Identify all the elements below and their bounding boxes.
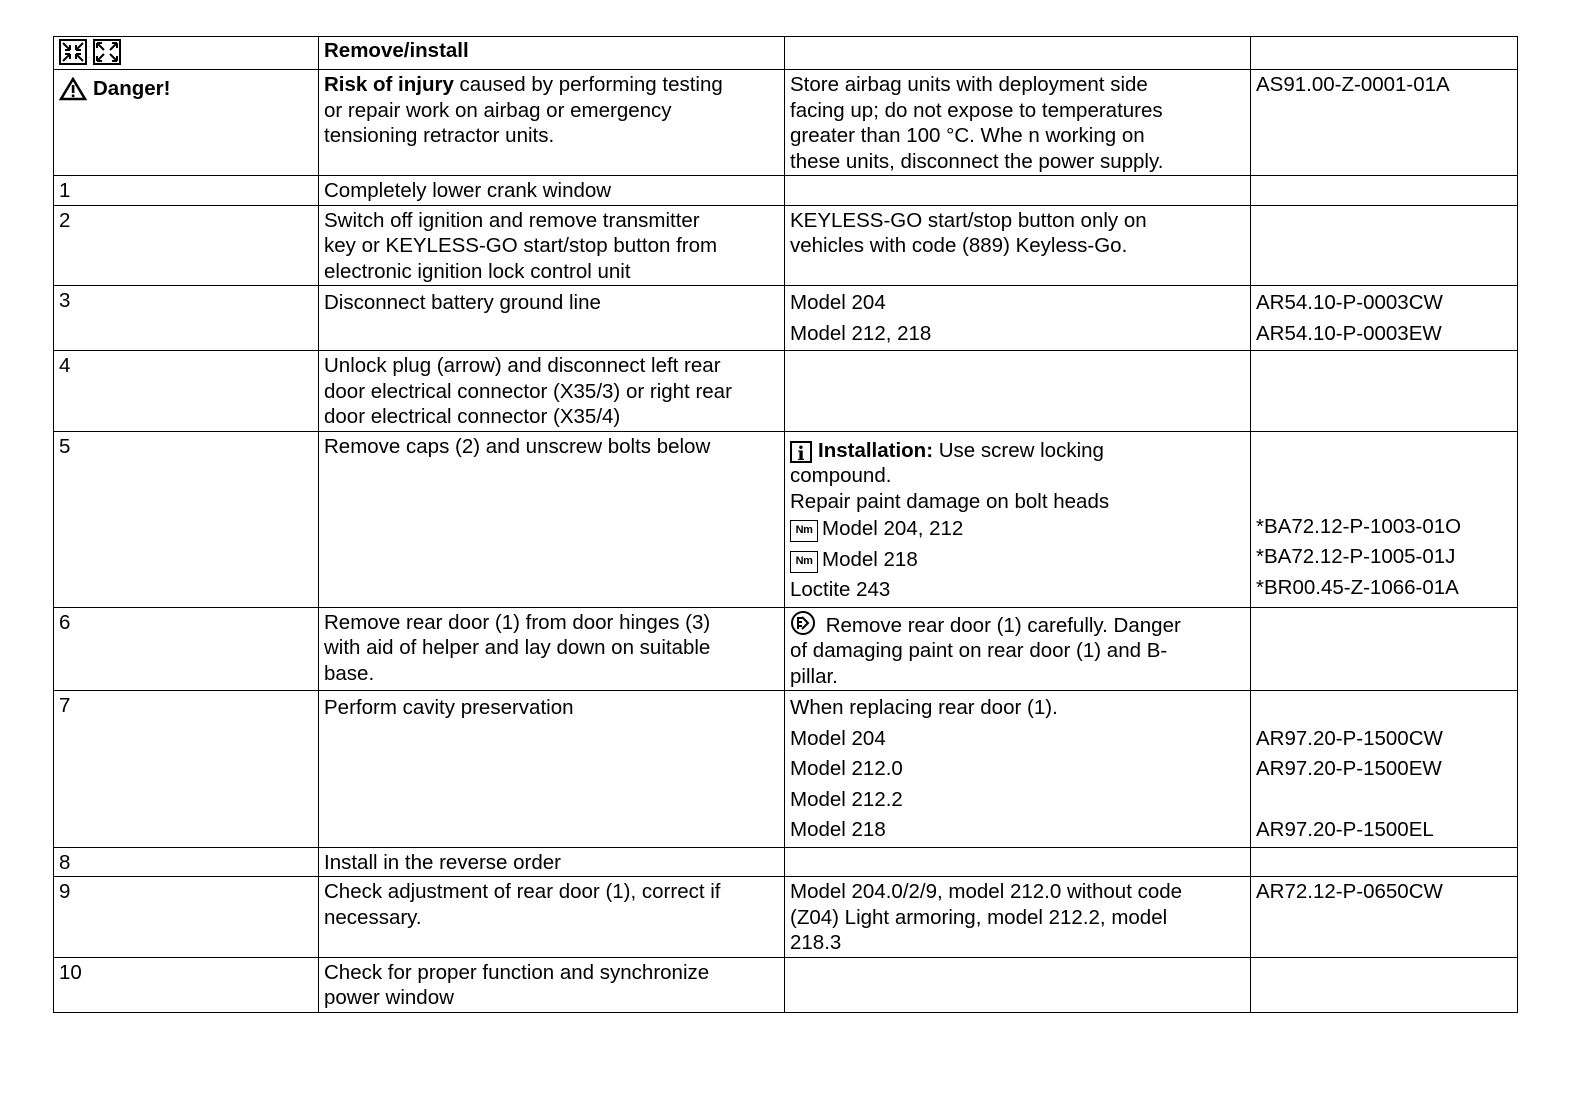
caution-hand-icon xyxy=(790,610,816,636)
step-ref xyxy=(1251,877,1518,958)
risk-line: tensioning retractor units. xyxy=(324,124,555,147)
ref-line: AR97.20-P-1500EL xyxy=(1256,818,1434,841)
action-line: necessary. xyxy=(324,905,422,929)
step-number: 9 xyxy=(54,877,319,958)
danger-note-line: these units, disconnect the power supply. xyxy=(790,149,1164,173)
info-line: compound. xyxy=(790,464,892,487)
action-line: Unlock plug (arrow) and disconnect left rear xyxy=(324,354,721,377)
note-line: of damaging paint on rear door (1) and B- xyxy=(790,639,1168,662)
danger-cell xyxy=(54,70,319,176)
danger-note-line: greater than 100 °C. Whe n working on xyxy=(790,124,1145,147)
ref-line: AR97.20-P-1500CW xyxy=(1256,726,1443,750)
note-line: Model 212.2 xyxy=(790,787,903,811)
install-icon xyxy=(93,39,121,65)
step-note xyxy=(785,351,1251,432)
danger-row xyxy=(54,70,1518,176)
step-ref xyxy=(1251,607,1518,691)
step-row-5 xyxy=(54,431,1518,607)
header-icons-cell xyxy=(54,37,319,70)
step-action xyxy=(319,431,785,607)
step-action xyxy=(319,286,785,351)
note-line: Model 212.0 xyxy=(790,757,903,780)
step-number: 1 xyxy=(54,176,319,206)
ref-line: *BA72.12-P-1005-01J xyxy=(1256,545,1456,568)
action-line: base. xyxy=(324,661,375,685)
danger-note-cell xyxy=(785,70,1251,176)
note-line: 218.3 xyxy=(790,931,842,954)
action-line: door electrical connector (X35/4) xyxy=(324,405,621,428)
torque-line: Model 218 xyxy=(822,547,918,571)
step-row-8 xyxy=(54,847,1518,877)
note-line: Model 212, 218 xyxy=(790,321,932,345)
action-line: key or KEYLESS-GO start/stop button from xyxy=(324,234,718,257)
action-line: Remove caps (2) and unscrew bolts below xyxy=(324,434,711,458)
ref-line: *BA72.12-P-1003-01O xyxy=(1256,514,1462,538)
note-line: Model 218 xyxy=(790,818,886,841)
step-action xyxy=(319,847,785,877)
danger-risk-cell xyxy=(319,70,785,176)
action-line: electronic ignition lock control unit xyxy=(324,259,631,283)
step-number: 4 xyxy=(54,351,319,432)
step-note xyxy=(785,957,1251,1012)
note-line: When replacing rear door (1). xyxy=(790,696,1058,719)
step-note xyxy=(785,176,1251,206)
header-row xyxy=(54,37,1518,70)
remove-icon xyxy=(59,39,87,65)
danger-ref: AS91.00-Z-0001-01A xyxy=(1256,73,1450,96)
step-ref xyxy=(1251,691,1518,848)
info-icon: i xyxy=(790,441,812,463)
step-action xyxy=(319,176,785,206)
risk-line: or repair work on airbag or emergency xyxy=(324,98,672,122)
note-line: Model 204 xyxy=(790,726,886,750)
note-line: vehicles with code (889) Keyless-Go. xyxy=(790,234,1128,257)
ref-line xyxy=(1256,785,1512,816)
note-line: (Z04) Light armoring, model 212.2, model xyxy=(790,905,1168,929)
ref-line: *BR00.45-Z-1066-01A xyxy=(1256,575,1459,599)
step-ref xyxy=(1251,176,1518,206)
warning-triangle-icon xyxy=(59,77,87,101)
info-line: Use screw locking xyxy=(933,438,1104,462)
step-number: 5 xyxy=(54,431,319,607)
step-ref xyxy=(1251,847,1518,877)
step-ref xyxy=(1251,286,1518,351)
step-number: 8 xyxy=(54,847,319,877)
note-line: Remove rear door (1) carefully. Danger xyxy=(820,613,1181,637)
step-row-6 xyxy=(54,607,1518,691)
note-line: pillar. xyxy=(790,664,838,688)
action-line: Check adjustment of rear door (1), correct if xyxy=(324,880,721,903)
torque-nm-icon: Nm xyxy=(790,551,818,573)
step-ref xyxy=(1251,351,1518,432)
step-row-1 xyxy=(54,176,1518,206)
step-note xyxy=(785,286,1251,351)
action-line: power window xyxy=(324,986,454,1009)
step-row-9 xyxy=(54,877,1518,958)
step-note xyxy=(785,607,1251,691)
action-line: Disconnect battery ground line xyxy=(324,291,601,314)
note-line: Model 204.0/2/9, model 212.0 without code xyxy=(790,880,1183,903)
step-action xyxy=(319,691,785,848)
step-number: 7 xyxy=(54,691,319,848)
step-note xyxy=(785,847,1251,877)
step-row-10 xyxy=(54,957,1518,1012)
info-label: Installation: xyxy=(818,438,934,462)
step-note xyxy=(785,431,1251,607)
step-ref xyxy=(1251,957,1518,1012)
torque-line: Model 204, 212 xyxy=(822,517,964,540)
header-empty-3 xyxy=(785,37,1251,70)
step-note xyxy=(785,205,1251,286)
step-row-7 xyxy=(54,691,1518,848)
step-row-3 xyxy=(54,286,1518,351)
danger-label: Danger! xyxy=(93,77,171,100)
action-line: Install in the reverse order xyxy=(324,850,562,874)
procedure-table xyxy=(53,36,1518,1013)
step-number: 6 xyxy=(54,607,319,691)
step-number: 2 xyxy=(54,205,319,286)
action-line: Check for proper function and synchronize xyxy=(324,960,710,984)
action-line: Completely lower crank window xyxy=(324,179,612,202)
step-action xyxy=(319,877,785,958)
ref-line xyxy=(1256,693,1512,724)
action-line: Switch off ignition and remove transmitter xyxy=(324,208,700,232)
step-note xyxy=(785,877,1251,958)
loctite-line: Loctite 243 xyxy=(790,578,891,601)
step-action xyxy=(319,351,785,432)
risk-line: caused by performing testing xyxy=(453,73,723,96)
danger-note-line: Store airbag units with deployment side xyxy=(790,73,1148,96)
action-line: Perform cavity preservation xyxy=(324,696,574,719)
step-ref xyxy=(1251,205,1518,286)
danger-note-line: facing up; do not expose to temperatures xyxy=(790,98,1163,122)
step-row-2 xyxy=(54,205,1518,286)
action-line: door electrical connector (X35/3) or right rear xyxy=(324,379,732,403)
step-note xyxy=(785,691,1251,848)
note-line: KEYLESS-GO start/stop button only on xyxy=(790,208,1147,232)
step-action xyxy=(319,957,785,1012)
risk-bold: Risk of injury xyxy=(324,73,454,96)
ref-line: AR54.10-P-0003EW xyxy=(1256,321,1442,345)
header-title: Remove/install xyxy=(319,37,785,70)
step-row-4 xyxy=(54,351,1518,432)
info-line: Repair paint damage on bolt heads xyxy=(790,489,1110,513)
step-number: 3 xyxy=(54,286,319,351)
ref-line: AR54.10-P-0003CW xyxy=(1256,291,1443,314)
action-line: Remove rear door (1) from door hinges (3) xyxy=(324,610,711,634)
ref-line: AR72.12-P-0650CW xyxy=(1256,880,1443,903)
action-line: with aid of helper and lay down on suitable xyxy=(324,636,711,659)
header-empty-4 xyxy=(1251,37,1518,70)
step-action xyxy=(319,205,785,286)
ref-line: AR97.20-P-1500EW xyxy=(1256,757,1442,780)
torque-nm-icon: Nm xyxy=(790,520,818,542)
danger-ref-cell xyxy=(1251,70,1518,176)
step-ref xyxy=(1251,431,1518,607)
step-action xyxy=(319,607,785,691)
step-number: 10 xyxy=(54,957,319,1012)
note-line: Model 204 xyxy=(790,291,886,314)
